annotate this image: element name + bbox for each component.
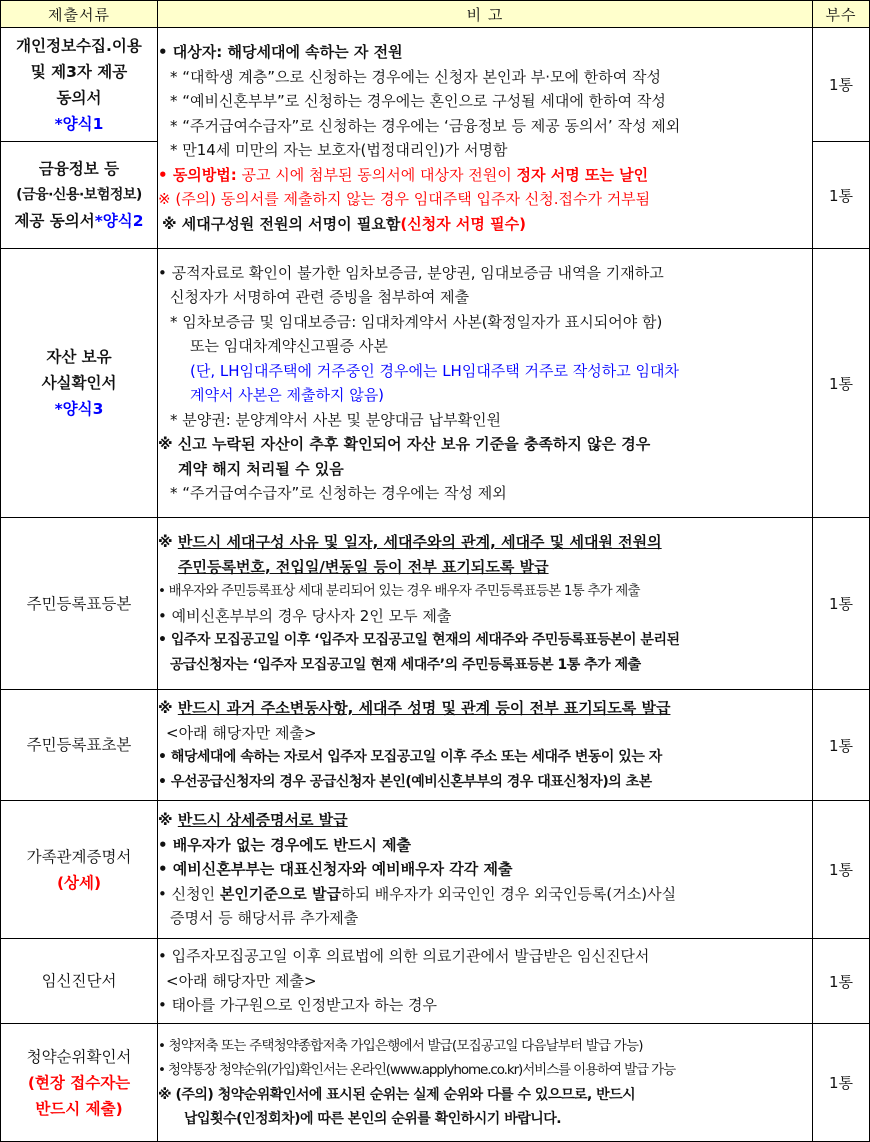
copies-count: 1통: [813, 518, 870, 690]
remarks-family: [158, 801, 813, 939]
remark-line: • 예비신혼부부는 대표신청자와 예비배우자 각각 제출: [158, 860, 513, 879]
copies-count: 1통: [813, 142, 870, 249]
remark-line-signature: [158, 212, 812, 237]
emphasis: 본인기준으로 발급: [219, 884, 342, 903]
remark-line: * 만14세 미만의 자는 보호자(법정대리인)가 서명함: [170, 141, 508, 159]
emphasis: 정자 서명 또는 날인: [516, 165, 649, 184]
header-document: 제출서류: [1, 1, 158, 28]
remark-line: * “주거급여수급자”로 신청하는 경우에는 작성 제외: [170, 484, 507, 502]
text: 공고 시에 첨부된 동의서에 대상자 전원이: [236, 165, 517, 184]
remark-line: • 해당세대에 속하는 자로서 입주자 모집공고일 이후 주소 또는 세대주 변동이 있는 자: [158, 749, 662, 765]
remark-line: • 예비신혼부부의 경우 당사자 2인 모두 제출: [158, 606, 452, 625]
reference-mark: ※: [158, 811, 178, 830]
table-row: [1, 690, 870, 801]
remark-line-notice: [158, 555, 812, 580]
table-row: [1, 939, 870, 1024]
remark-line: • 청약통장 청약순위(가입)확인서는 온라인(www.applyhome.co.kr)서비스를 이용하여 발급 가능: [158, 1062, 676, 1078]
onsite-notice: 반드시 제출): [35, 1099, 123, 1118]
document-name-family-relation-certificate: [1, 801, 158, 939]
reference-mark: ※: [158, 699, 178, 717]
form-reference-link[interactable]: *양식1: [54, 114, 104, 133]
remark-line-notice: [158, 530, 812, 555]
remark-line: * “예비신혼부부”로 신청하는 경우에는 혼인으로 구성될 세대에 한하여 작성: [170, 92, 666, 110]
remark-line: 신청자가 서명하여 관련 증빙을 첨부하여 제출: [170, 288, 470, 306]
document-name-resident-registration-copy: [1, 518, 158, 690]
document-name-resident-registration-abstract: [1, 690, 158, 801]
table-row: [1, 801, 870, 939]
remark-line: • 대상자: 해당세대에 속하는 자 전원: [158, 43, 403, 61]
text: 주민등록번호, 전입일/변동일 등이 전부 표기되도록 발급: [178, 557, 549, 576]
remark-line-warning: 계약 해지 처리될 수 있음: [178, 459, 344, 478]
document-name-financial-info-consent: [1, 142, 158, 249]
text: • 신청인: [158, 884, 220, 903]
bullet: •: [158, 165, 173, 184]
remark-line: • 입주자모집공고일 이후 의료법에 의한 의료기관에서 발급받은 임신진단서: [158, 947, 650, 966]
document-name-line: 개인정보수집.이용: [16, 36, 142, 55]
table-row: [1, 518, 870, 690]
document-name-line: 주민등록표초본: [26, 736, 132, 754]
table-row: [1, 1024, 870, 1142]
remark-line-notice: [158, 808, 812, 833]
remarks-resident-copy: [158, 518, 813, 690]
text: 하되 배우자가 외국인인 경우 외국인등록(거소)사실: [341, 884, 677, 903]
remark-line-warning: ※ (주의) 청약순위확인서에 표시된 순위는 실제 순위와 다를 수 있으므로, 반드시: [158, 1086, 636, 1103]
remark-line: • 우선공급신청자의 경우 공급신청자 본인(예비신혼부부의 경우 대표신청자)의 초본: [158, 773, 652, 790]
document-name-line: 자산 보유: [46, 348, 112, 366]
text: 반드시 세대구성 사유 및 일자, 세대주와의 관계, 세대주 및 세대원 전원의: [177, 533, 662, 551]
header-remarks: 비 고: [158, 1, 813, 28]
remarks-consent: [158, 28, 813, 249]
remark-line: * 임차보증금 및 임대보증금: 임대차계약서 사본(확정일자가 표시되어야 함): [170, 312, 663, 331]
remark-line: • 배우자가 없는 경우에도 반드시 제출: [158, 835, 412, 854]
document-name-line: 및 제3자 제공: [30, 62, 128, 81]
document-name-pregnancy-diagnosis: [1, 939, 158, 1024]
label: 동의방법:: [172, 165, 237, 184]
document-name-line: 금융정보 등: [38, 160, 120, 178]
document-name-line: 가족관계증명서: [26, 847, 132, 866]
table-row: [1, 249, 870, 518]
document-name-line: [1, 208, 157, 234]
remark-line: <아래 해당자만 제출>: [166, 971, 317, 990]
form-reference-link[interactable]: *양식3: [54, 400, 104, 418]
remarks-subscription: [158, 1024, 813, 1142]
document-name-personal-info-consent: [1, 28, 158, 142]
remark-line: • 입주자 모집공고일 이후 ‘입주자 모집공고일 현재의 세대주와 주민등록표등본이 분리된: [158, 632, 680, 648]
remark-line-consent-method: [158, 163, 812, 188]
text: 반드시 상세증명서로 발급: [177, 811, 348, 830]
remark-line: 또는 임대차계약신고필증 사본: [190, 337, 388, 355]
remark-line-notice: [158, 696, 812, 721]
document-name-line: (금융·신용·보험정보): [16, 187, 142, 203]
remark-line: * “주거급여수급자”로 신청하는 경우에는 ‘금융정보 등 제공 동의서’ 작성 제외: [170, 116, 681, 135]
remark-line: • 배우자와 주민등록표상 세대 분리되어 있는 경우 배우자 주민등록표등본 1통 추가 제출: [158, 583, 640, 599]
document-name-asset-confirmation: [1, 249, 158, 518]
text: 제공 동의서: [14, 212, 95, 230]
remark-line: [158, 882, 812, 907]
remark-line-warning: ※ (주의) 동의서를 제출하지 않는 경우 임대주택 입주자 신청.접수가 거부됨: [158, 190, 651, 208]
detail-emphasis: (상세): [56, 873, 102, 892]
remark-line: 증명서 등 해당서류 추가제출: [170, 909, 359, 928]
document-name-line: 동의서: [56, 88, 102, 107]
remark-line: • 태아를 가구원으로 인정받고자 하는 경우: [158, 996, 438, 1015]
reference-mark: ※: [158, 533, 178, 551]
document-name-line: 주민등록표등본: [26, 594, 132, 613]
document-name-subscription-rank-confirmation: [1, 1024, 158, 1142]
remark-line: <아래 해당자만 제출>: [166, 723, 317, 742]
remark-line-warning: 납입횟수(인정회차)에 따른 본인의 순위를 확인하시기 바랍니다.: [184, 1111, 562, 1127]
copies-count: 1통: [813, 690, 870, 801]
document-name-line: 사실확인서: [41, 374, 117, 392]
text: ※ 세대구성원 전원의 서명이 필요함: [162, 214, 401, 233]
document-name-line: 임신진단서: [41, 972, 117, 990]
remark-line: • 청약저축 또는 주택청약종합저축 가입은행에서 발급(모집공고일 다음날부터 발급 가능): [158, 1037, 643, 1054]
copies-count: 1통: [813, 28, 870, 142]
remark-line: 공급신청자는 ‘입주자 모집공고일 현재 세대주’의 주민등록표등본 1통 추가 제출: [170, 656, 641, 673]
copies-count: 1통: [813, 1024, 870, 1142]
remarks-pregnancy: [158, 939, 813, 1024]
table-row: [1, 28, 870, 142]
header-copies: 부수: [813, 1, 870, 28]
remarks-asset: [158, 249, 813, 518]
remark-line-lh-note: 계약서 사본은 제출하지 않음): [190, 386, 385, 404]
document-name-line: 청약순위확인서: [26, 1047, 132, 1066]
remark-line: • 공적자료로 확인이 불가한 임차보증금, 분양권, 임대보증금 내역을 기재하고: [158, 263, 664, 282]
remarks-resident-abstract: [158, 690, 813, 801]
text: 반드시 과거 주소변동사항, 세대주 성명 및 관계 등이 전부 표기되도록 발급: [177, 699, 671, 717]
remark-line: * “대학생 계층”으로 신청하는 경우에는 신청자 본인과 부·모에 한하여 작성: [170, 67, 661, 86]
remark-line-lh-note: (단, LH임대주택에 거주중인 경우에는 LH임대주택 거주로 작성하고 임대차: [190, 361, 679, 380]
remark-line: * 분양권: 분양계약서 사본 및 분양대금 납부확인원: [170, 410, 501, 429]
copies-count: 1통: [813, 801, 870, 939]
onsite-notice: (현장 접수자는: [27, 1073, 131, 1092]
copies-count: 1통: [813, 939, 870, 1024]
table-header-row: [1, 1, 870, 28]
remark-line-warning: ※ 신고 누락된 자산이 추후 확인되어 자산 보유 기준을 충족하지 않은 경우: [158, 435, 651, 453]
emphasis: (신청자 서명 필수): [400, 214, 526, 233]
form-reference-link[interactable]: *양식2: [94, 212, 144, 230]
copies-count: 1통: [813, 249, 870, 518]
